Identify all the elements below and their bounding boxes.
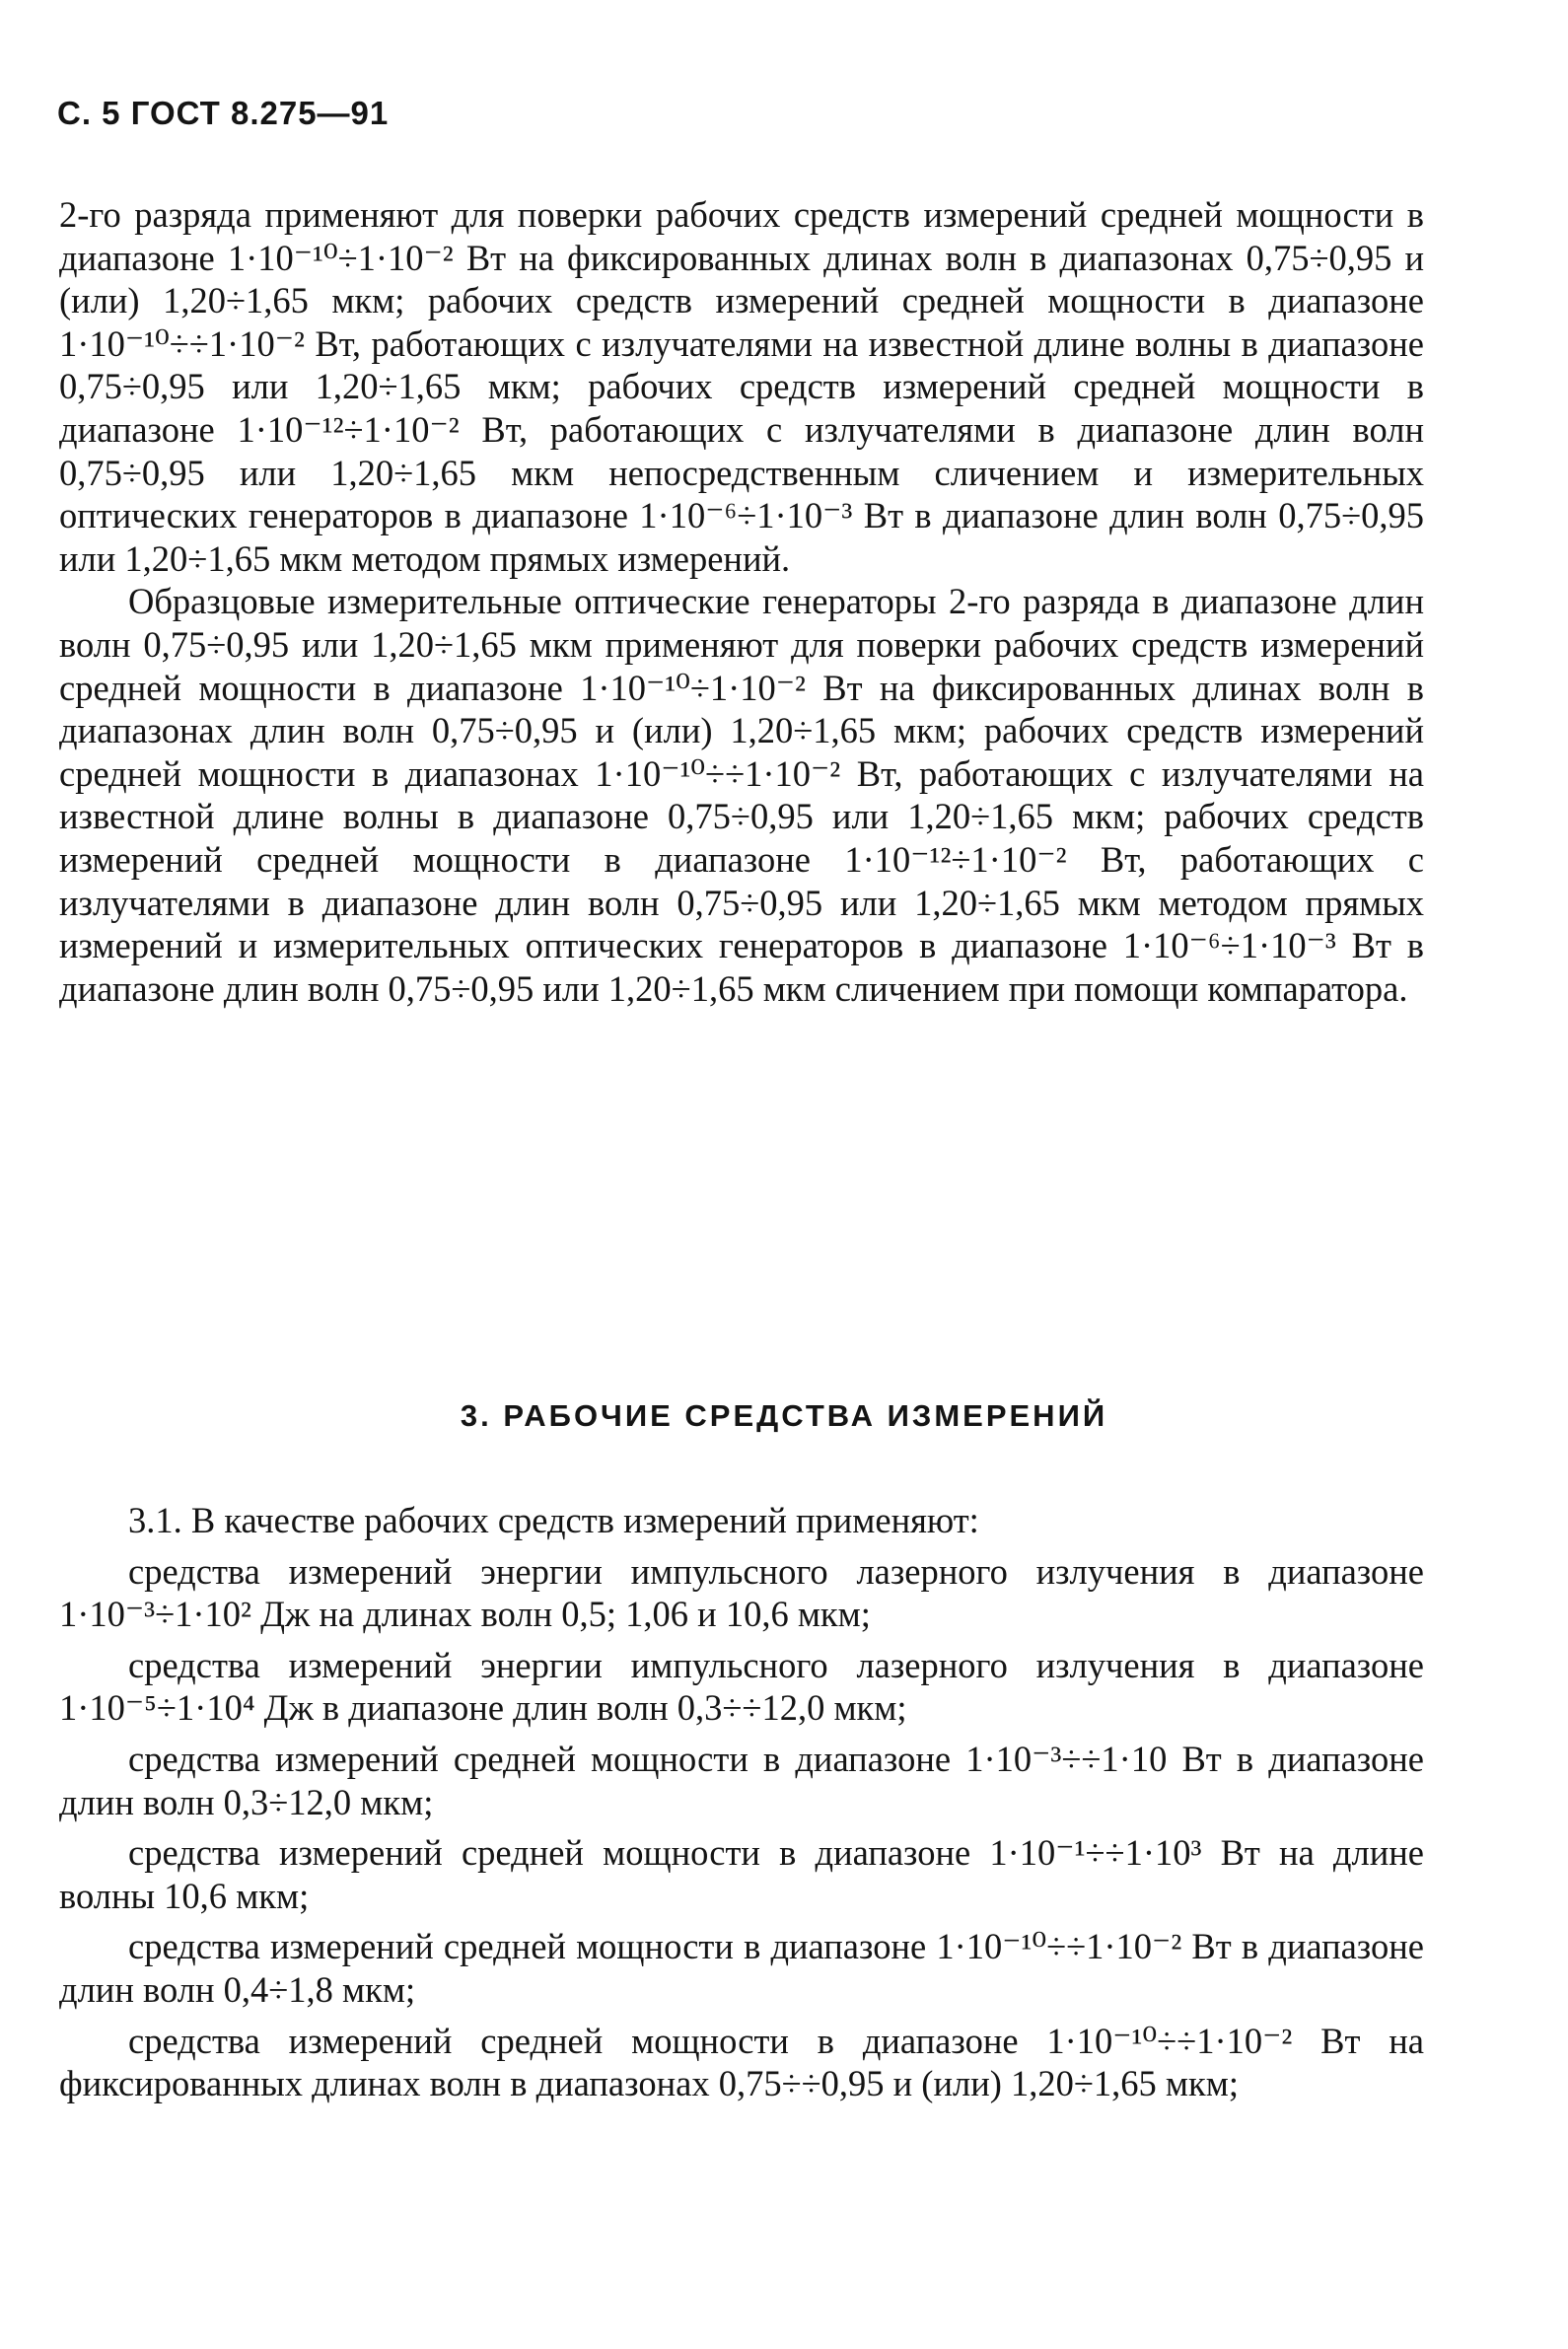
list-item: средства измерений средней мощности в диапазоне 1·10⁻³÷÷1·10 Вт в диапазоне длин волн 0,3÷12,0 мкм;: [59, 1738, 1424, 1822]
list-item: средства измерений средней мощности в диапазоне 1·10⁻¹⁰÷÷1·10⁻² Вт на фиксированных длинах волн в диапазонах 0,75÷÷0,95 и (или) 1,20÷1,65 мкм;: [59, 2020, 1424, 2104]
list-item: средства измерений средней мощности в диапазоне 1·10⁻¹÷÷1·10³ Вт на длине волны 10,6 мкм;: [59, 1832, 1424, 1916]
text-section-upper: [59, 193, 1424, 1010]
paragraph-optical-generators: Образцовые измерительные оптические генераторы 2-го разряда в диапазоне длин волн 0,75÷0,95 или 1,20÷1,65 мкм применяют для поверки рабочих средств измерений средней мощности в диапазоне 1·10⁻¹⁰÷1·10⁻² Вт на фиксированных длинах волн в диапазонах длин волн 0,75÷0,95 и (или) 1,20÷1,65 мкм; рабочих средств измерений средней мощности в диапазонах 1·10⁻¹⁰÷÷1·10⁻² Вт, работающих с излучателями на известной длине волны в диапазоне 0,75÷0,95 или 1,20÷1,65 мкм; рабочих средств измерений средней мощности в диапазоне 1·10⁻¹²÷1·10⁻² Вт, работающих с излучателями в диапазоне длин волн 0,75÷0,95 или 1,20÷1,65 мкм методом прямых измерений и измерительных оптических генераторов в диапазоне 1·10⁻⁶÷1·10⁻³ Вт в диапазоне длин волн 0,75÷0,95 или 1,20÷1,65 мкм сличением при помощи компаратора.: [59, 581, 1424, 1009]
page-header: С. 5 ГОСТ 8.275—91: [57, 95, 390, 131]
section-title: 3. РАБОЧИЕ СРЕДСТВА ИЗМЕРЕНИЙ: [460, 1398, 1108, 1433]
paragraph-verification-2nd-grade: 2-го разряда применяют для поверки рабочих средств измерений средней мощности в диапазоне 1·10⁻¹⁰÷1·10⁻² Вт на фиксированных длинах волн в диапазонах 0,75÷0,95 и (или) 1,20÷1,65 мкм; рабочих средств измерений средней мощности в диапазоне 1·10⁻¹⁰÷÷1·10⁻² Вт, работающих с излучателями на известной длине волны в диапазоне 0,75÷0,95 или 1,20÷1,65 мкм; рабочих средств измерений средней мощности в диапазоне 1·10⁻¹²÷1·10⁻² Вт, работающих с излучателями в диапазоне длин волн 0,75÷0,95 или 1,20÷1,65 мкм непосредственным сличением и измерительных оптических генераторов в диапазоне 1·10⁻⁶÷1·10⁻³ Вт в диапазоне длин волн 0,75÷0,95 или 1,20÷1,65 мкм методом прямых измерений.: [59, 194, 1424, 579]
text-section-lower: [59, 1499, 1424, 2113]
list-item: средства измерений энергии импульсного лазерного излучения в диапазоне 1·10⁻⁵÷1·10⁴ Дж в диапазоне длин волн 0,3÷÷12,0 мкм;: [59, 1644, 1424, 1729]
list-item: средства измерений энергии импульсного лазерного излучения в диапазоне 1·10⁻³÷1·10² Дж на длинах волн 0,5; 1,06 и 10,6 мкм;: [59, 1550, 1424, 1635]
list-item: средства измерений средней мощности в диапазоне 1·10⁻¹⁰÷÷1·10⁻² Вт в диапазоне длин волн 0,4÷1,8 мкм;: [59, 1926, 1424, 2010]
section-intro: 3.1. В качестве рабочих средств измерений применяют:: [128, 1500, 979, 1540]
